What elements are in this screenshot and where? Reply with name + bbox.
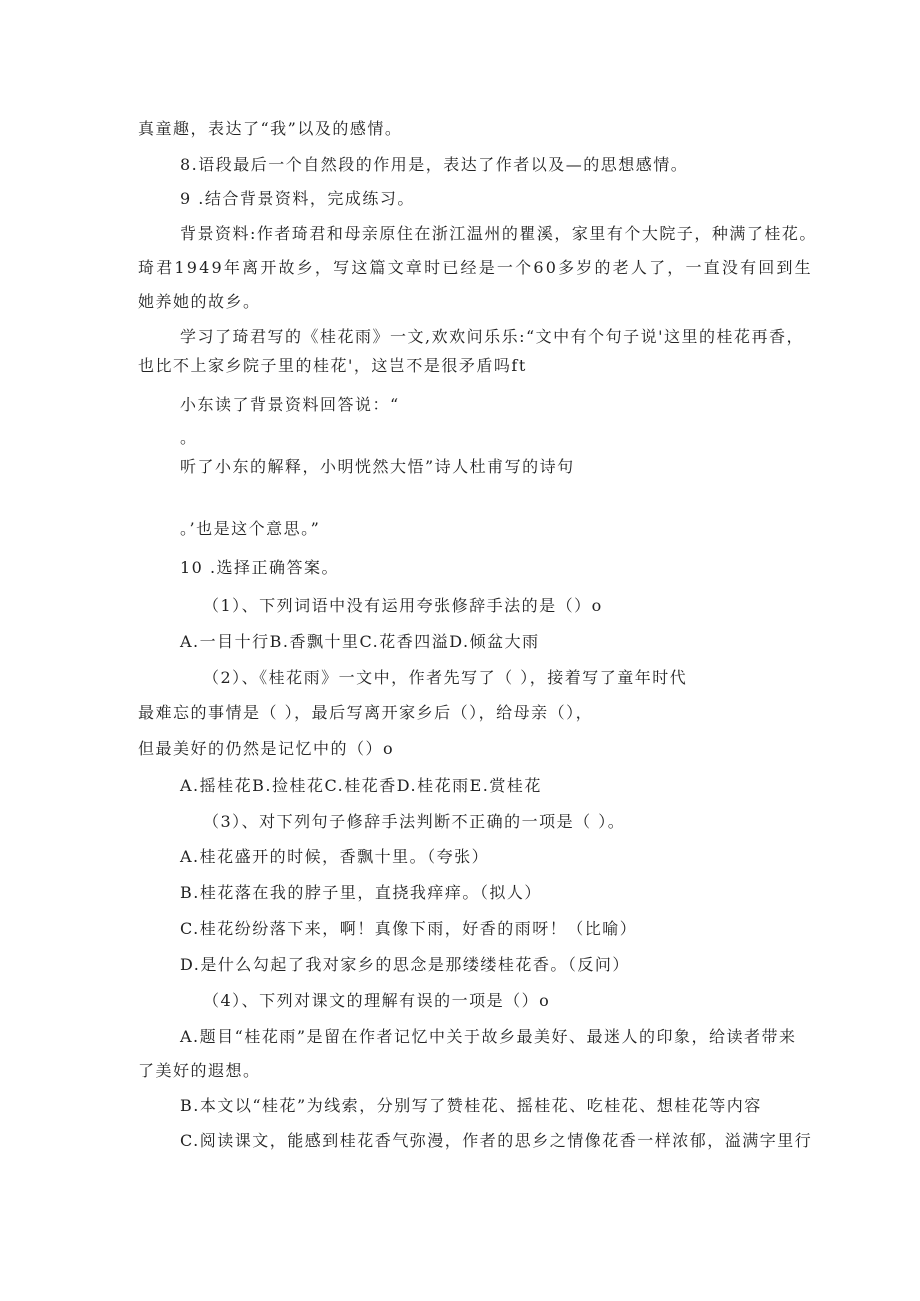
sub-question-3-option-b: B.桂花落在我的脖子里，直挠我痒痒。（拟人） — [180, 883, 542, 902]
sub-question-4-option-a-line-1: A.题目“桂花雨”是留在作者记忆中关于故乡最美好、最迷人的印象，给读者带来 — [180, 1027, 797, 1046]
question-10: 10 .选择正确答案。 — [180, 558, 340, 577]
sub-question-4-option-a-line-2: 了美好的遐想。 — [138, 1061, 261, 1080]
background-line-3: 她养她的故乡。 — [138, 292, 261, 311]
sub-question-3-option-d: D.是什么勾起了我对家乡的思念是那缕缕桂花香。（反问） — [180, 955, 630, 974]
sub-question-4-option-b: B.本文以“桂花”为线索，分别写了赞桂花、摇桂花、吃桂花、想桂花等内容 — [180, 1096, 762, 1115]
sub-question-2-line-1: （2）、《桂花雨》一文中，作者先写了（ ），接着写了童年时代 — [203, 668, 688, 687]
answer-line-1: 小东读了背景资料回答说：“ — [180, 395, 400, 414]
sub-question-2-line-2: 最难忘的事情是（ ），最后写离开家乡后（），给母亲（）， — [138, 703, 594, 722]
sub-question-3-option-c: C.桂花纷纷落下来，啊！真像下雨，好香的雨呀！（比喻） — [180, 919, 638, 938]
sub-question-3-option-a: A.桂花盛开的时候，香飘十里。（夸张） — [180, 847, 490, 866]
paragraph-line: 真童趣，表达了“我”以及的感情。 — [138, 119, 403, 138]
sub-question-4-option-c: C.阅读课文，能感到桂花香气弥漫，作者的思乡之情像花香一样浓郁，溢满字里行 — [180, 1131, 813, 1150]
answer-line-2: 。 — [180, 428, 198, 447]
sub-question-1: （1）、下列词语中没有运用夸张修辞手法的是（）o — [203, 596, 603, 615]
question-prompt-line-1: 学习了琦君写的《桂花雨》一文,欢欢问乐乐:“文中有个句子说'这里的桂花再香， — [180, 327, 805, 346]
background-line-2: 琦君1949年离开故乡，写这篇文章时已经是一个60多岁的老人了，一直没有回到生 — [138, 258, 813, 277]
sub-question-2-line-3: 但最美好的仍然是记忆中的（）o — [138, 739, 395, 758]
question-8: 8.语段最后一个自然段的作用是，表达了作者以及—的思想感情。 — [180, 155, 689, 174]
sub-question-1-options: A.一目十行B.香飘十里C.花香四溢D.倾盆大雨 — [180, 632, 540, 651]
question-prompt-line-2: 也比不上家乡院子里的桂花'，这岂不是很矛盾吗ft — [138, 356, 527, 375]
answer-line-3: 听了小东的解释，小明恍然大悟”诗人杜甫写的诗句 — [180, 457, 575, 476]
background-line-1: 背景资料:作者琦君和母亲原住在浙江温州的瞿溪，家里有个大院子，种满了桂花。 — [180, 224, 817, 243]
sub-question-2-options: A.摇桂花B.捡桂花C.桂花香D.桂花雨E.赏桂花 — [180, 776, 542, 795]
sub-question-4: （4）、下列对课文的理解有误的一项是（）o — [203, 991, 551, 1010]
question-9: 9 .结合背景资料，完成练习。 — [180, 189, 415, 208]
sub-question-3: （3）、对下列句子修辞手法判断不正确的一项是（ ）。 — [203, 812, 626, 831]
answer-line-4: 。’也是这个意思。” — [180, 519, 321, 538]
